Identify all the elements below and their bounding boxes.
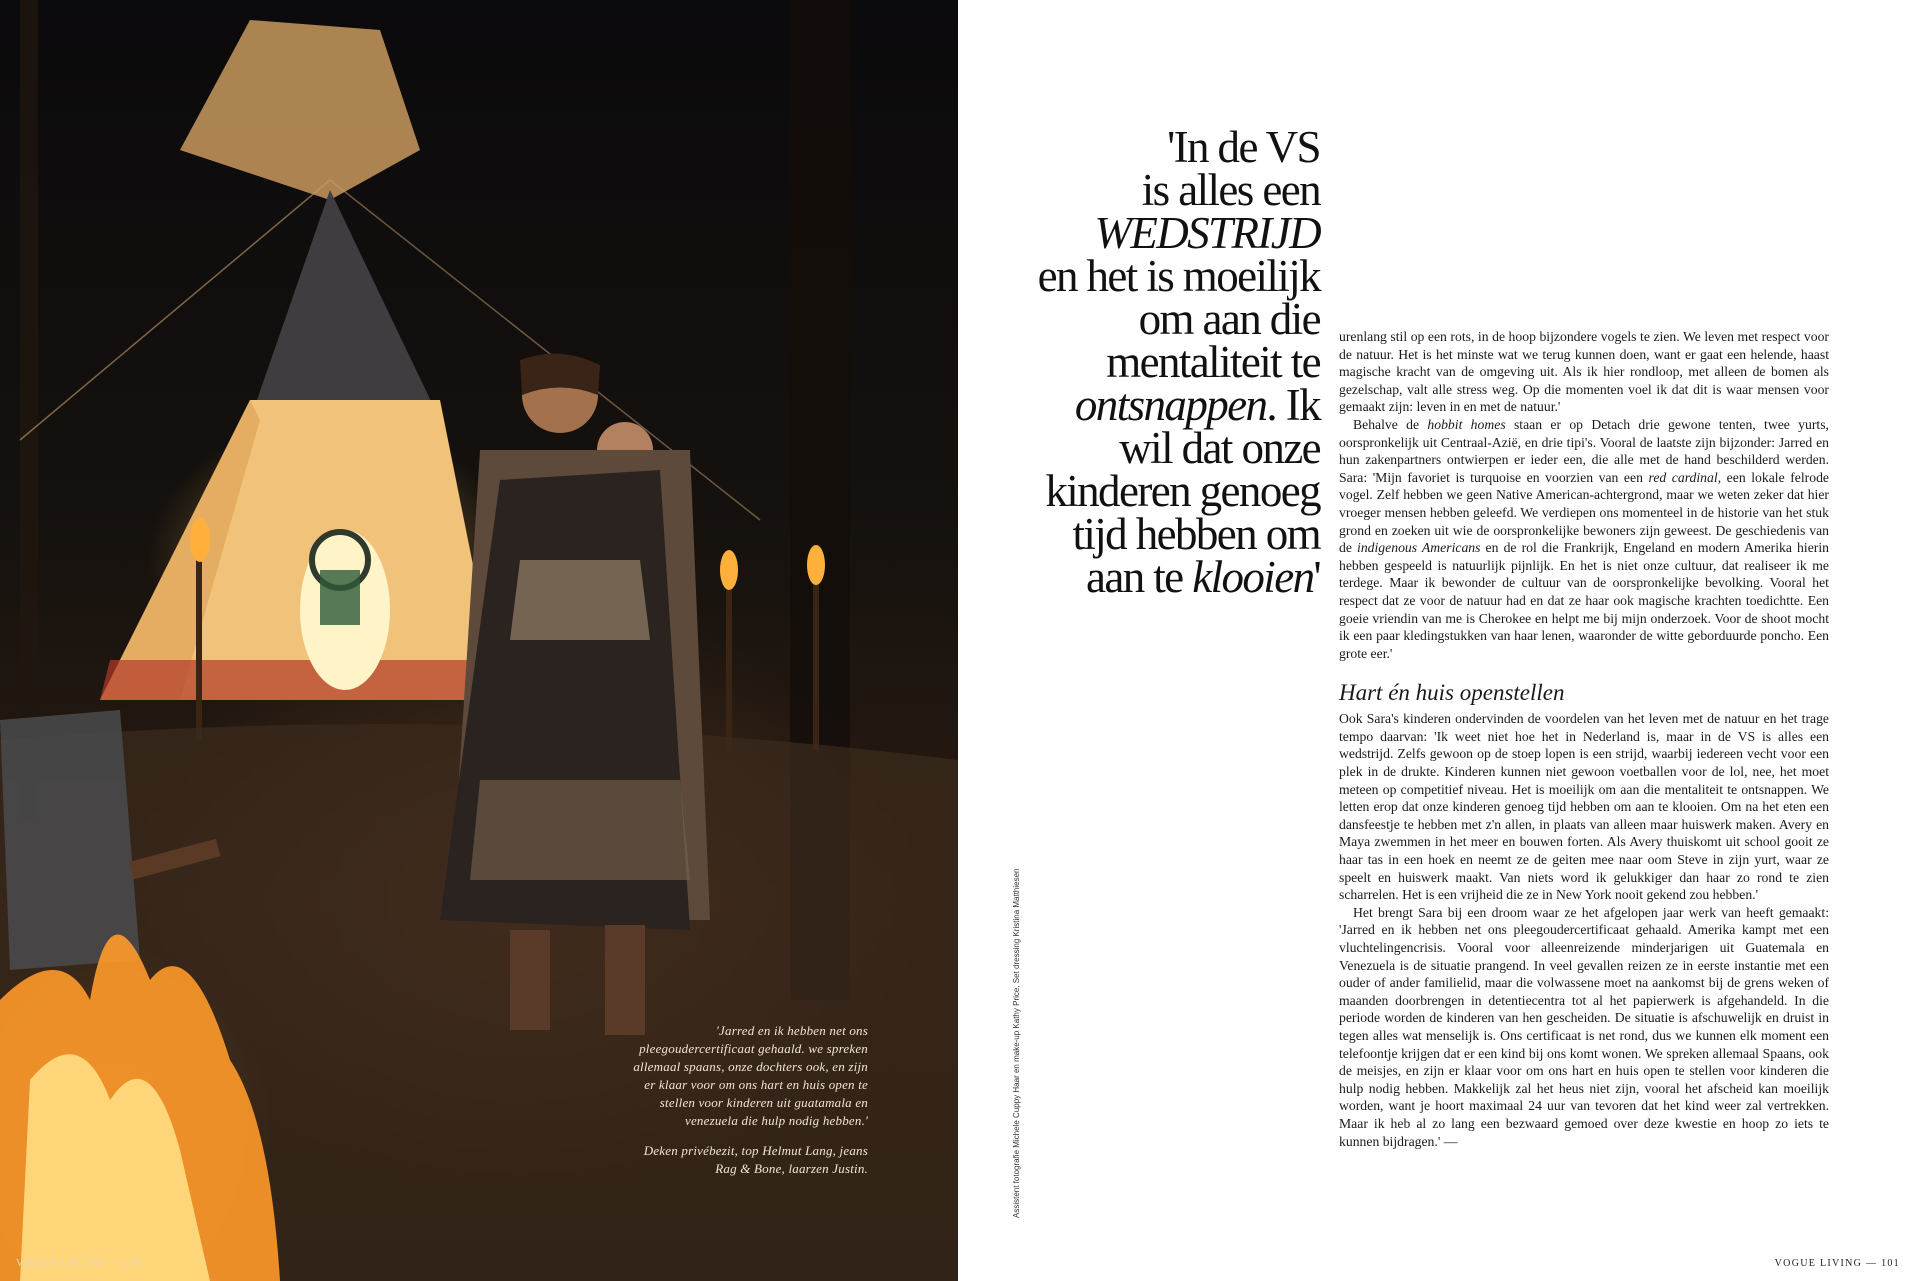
quote-line: mentaliteit te [1106, 337, 1320, 387]
caption-clothing: Deken privébezit, top Helmut Lang, jeans Rag & Bone, laarzen Justin. [643, 1143, 868, 1176]
body-paragraph: Het brengt Sara bij een droom waar ze het afgelopen jaar werk van heeft gemaakt: 'Jarred en ik hebben net ons pleegoudercertificaat gehaald. Amerika kampt met een vluchtelingencrisis. Vooral voor alleenreizende minderjarigen uit Guatemala en Venezuela is de situatie prangend. In veel gevallen reizen ze in eerste instantie met een ouder of ander familielid, maar die volwassene moet na aankomst bij de grens weken of maanden doorbrengen in detentiecentra tot al het papierwerk is afgehandeld. In die periode worden de kinderen van hen gescheiden. De situatie is afschuwelijk en druist in tegen alles wat menselijk is. Ons certificaat is net rond, dus we kunnen elk moment een telefoontje krijgen dat er een kind bij ons komt wonen. We spreken allemaal Spaans, ook de meisjes, en zijn er klaar voor om ons hart en huis open te stellen voor kinderen die hulp nodig hebben. Makkelijk zal het heus niet zijn, vooral het afscheid kan moeilijk worden, want je hoort maximaal 24 uur van tevoren dat het kind weer zal vertrekken. Maar ik heb al zo lang een bezwaard gemoed over deze kwestie en hoop zo iets te kunnen bijdragen.' — [1339, 904, 1829, 1149]
quote-line [980, 380, 1320, 430]
quote-line [980, 208, 1320, 258]
folio-left: VOGUE LIVING — 100 [16, 1258, 142, 1269]
pull-quote [980, 122, 1320, 602]
quote-text: . Ik [1266, 380, 1320, 430]
body-paragraph: urenlang stil op een rots, in de hoop bijzondere vogels te zien. We leven met respect voor de natuur. Het is het minste wat we terug kunnen doen, want er gaat een helende, haast magische kracht van de omgeving uit. Als ik hier rondloop, met alleen de bomen als gezelschap, valt alle stress weg. Op die momenten voel ik dat dit is waar mensen voor gemaakt zijn: leven in en met de natuur.' [1339, 329, 1829, 415]
folio-right: VOGUE LIVING — 101 [1774, 1258, 1900, 1269]
quote-line: en het is moeilijk [1037, 251, 1320, 301]
body-paragraph: Ook Sara's kinderen ondervinden de voordelen van het leven met de natuur en het trage tempo daarvan: 'Ik weet niet hoe het in Nederland is, maar in de VS is alles een wedstrijd. Zelfs gewoon op de stoep lopen is een strijd, waarbij iedereen vecht voor een plek in de drukte. Kinderen kunnen niet gewoon voetballen voor de lol, nee, het moet meteen op competitief niveau. Het is moeilijk om aan die mentaliteit te ontsnappen. We letten erop dat onze kinderen genoeg tijd hebben om aan te klooien. Om na het eten een dansfeestje te hebben met z'n allen, in plaats van alleen maar huiswerk maken. Avery en Maya zwemmen in het meer en bouwen forten. Als Avery thuiskomt uit school gooit ze haar tas in een hoek en neemt ze de geiten mee naar oom Steve in zijn yurt, waar ze speelt en huiswerk maakt. Van niets word ik gelukkiger dan haar zo rond te zien scharrelen. Het is een vrijheid die ze in New York nooit gekend zou hebben.' [1339, 711, 1829, 903]
caption-quote: 'Jarred en ik hebben net ons pleegoudercertificaat gehaald. we spreken allemaal spaans, onze dochters ook, en zijn er klaar voor om ons hart en huis open te stellen voor kinderen uit guatamala en venezuela die hulp nodig hebben.' [633, 1023, 868, 1128]
italic-run: red cardinal [1648, 469, 1718, 485]
quote-line: is alles een [1141, 165, 1320, 215]
italic-run: indigenous Americans [1357, 540, 1481, 556]
quote-emphasis: ontsnappen [1074, 380, 1267, 430]
quote-emphasis: klooien [1192, 552, 1314, 602]
quote-line: kinderen genoeg [1045, 466, 1320, 516]
quote-line: tijd hebben om [1072, 509, 1320, 559]
text-run: staan er op Detach drie gewone tenten, twee yurts, oorspronkelijk uit Centraal-Azië, en drie tipi's. Vooral de laatste zijn bijzonder: Jarred en hun zakenpartners ontwierpen er ieder een, die alle met de hand beschilderd werden. Sara: 'Mijn favoriet is turquoise en voorzien van een [1339, 416, 1829, 485]
article-body [1339, 328, 1829, 1150]
quote-emphasis: WEDSTRIJD [1094, 208, 1320, 258]
text-run: en de rol die Frankrijk, Engeland en modern Amerika hierin hebben gespeeld is natuurlijk pijnlijk. En het is niet onze cultuur, dat realiseer ik me terdege. Maar ik bewonder de cultuur van de oorspronkelijke bevolking. Vooral het respect dat ze voor de natuur had en dat ze haar ook magische krachten toedichtte. Een goeie vriendin van me is Cherokee en helpt me bij mijn onderzoek. Voor de shoot mocht ik een paar kledingstukken van haar lenen, waaronder de witte geborduurde poncho. Een grote eer.' [1339, 540, 1829, 661]
photo-credits: Assistent fotografie Michele Cuppy Haar en make-up Kathy Price, Set dressing Kristina Matthiesen [1012, 868, 1021, 1218]
cover-photo [0, 0, 958, 1281]
section-heading: Hart én huis openstellen [1339, 680, 1565, 706]
quote-line: om aan die [1138, 294, 1320, 344]
quote-line: wil dat onze [1119, 423, 1320, 473]
photo-caption [628, 1022, 868, 1190]
text-run: , een lokale felrode vogel. Zelf hebben we geen Native American-achtergrond, maar we weten zeker dat hier vroeger mensen hebben geleefd. We verdiepen ons momenteel in de historie van het stuk grond en zoeken uit wie de oorspronkelijke bewoners zijn geweest. De geschiedenis van de [1339, 469, 1829, 556]
body-paragraph [1339, 416, 1829, 662]
quote-text: aan te [1085, 552, 1193, 602]
text-run: Behalve de [1353, 416, 1428, 432]
quote-line [980, 552, 1320, 602]
quote-line: 'In de VS [1167, 122, 1320, 172]
quote-text: ' [1313, 552, 1320, 602]
italic-run: hobbit homes [1427, 416, 1506, 432]
